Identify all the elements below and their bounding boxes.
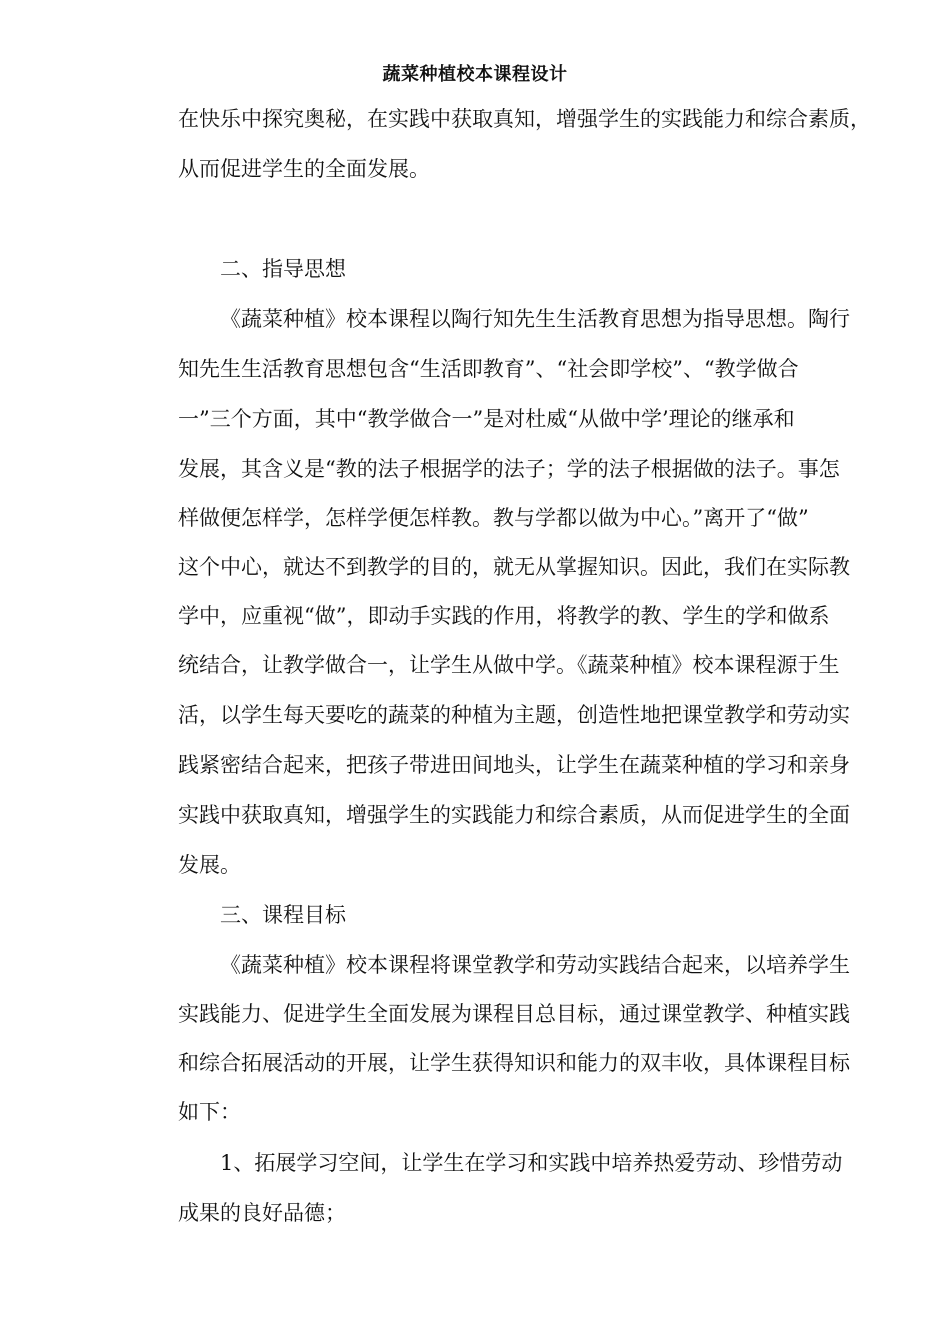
list-item: 1、拓展学习空间，让学生在学习和实践中培养热爱劳动、珍惜劳动 — [220, 1151, 843, 1175]
body-line: 在快乐中探究奥秘，在实践中获取真知，增强学生的实践能力和综合素质， — [178, 107, 871, 131]
body-line: 和综合拓展活动的开展，让学生获得知识和能力的双丰收，具体课程目标 — [178, 1051, 850, 1075]
body-line: 从而促进学生的全面发展。 — [178, 157, 430, 181]
body-line: 发展。 — [178, 853, 241, 877]
body-line: 知先生生活教育思想包含“生活即教育”、“社会即学校”、“教学做合 — [178, 357, 799, 381]
body-line: 《蔬菜种植》校本课程以陶行知先生生活教育思想为指导思想。陶行 — [220, 307, 850, 331]
body-line: 成果的良好品德； — [178, 1201, 346, 1225]
body-line: 实践能力、促进学生全面发展为课程目总目标，通过课堂教学、种植实践 — [178, 1002, 850, 1026]
body-line: 践紧密结合起来，把孩子带进田间地头，让学生在蔬菜种植的学习和亲身 — [178, 753, 850, 777]
section-heading: 二、指导思想 — [220, 257, 346, 281]
section-heading: 三、课程目标 — [220, 903, 346, 927]
body-line: 样做便怎样学，怎样学便怎样教。教与学都以做为中心。”离开了“做” — [178, 506, 809, 530]
page-title: 蔬菜种植校本课程设计 — [382, 64, 568, 85]
body-line: 这个中心，就达不到教学的目的，就无从掌握知识。因此，我们在实际教 — [178, 555, 850, 579]
body-line: 发展，其含义是“教的法子根据学的法子；学的法子根据做的法子。事怎 — [178, 457, 840, 481]
body-line: 学中，应重视“做”，即动手实践的作用，将教学的教、学生的学和做系 — [178, 604, 830, 628]
body-line: 《蔬菜种植》校本课程将课堂教学和劳动实践结合起来，以培养学生 — [220, 953, 850, 977]
body-line: 如下： — [178, 1100, 241, 1124]
body-line: 活，以学生每天要吃的蔬菜的种植为主题，创造性地把课堂教学和劳动实 — [178, 703, 850, 727]
body-line: 实践中获取真知，增强学生的实践能力和综合素质，从而促进学生的全面 — [178, 803, 850, 827]
body-line: 统结合，让教学做合一，让学生从做中学。《蔬菜种植》校本课程源于生 — [178, 653, 840, 677]
body-line: 一”三个方面，其中“教学做合一”是对杜威“从做中学’理论的继承和 — [178, 407, 795, 431]
